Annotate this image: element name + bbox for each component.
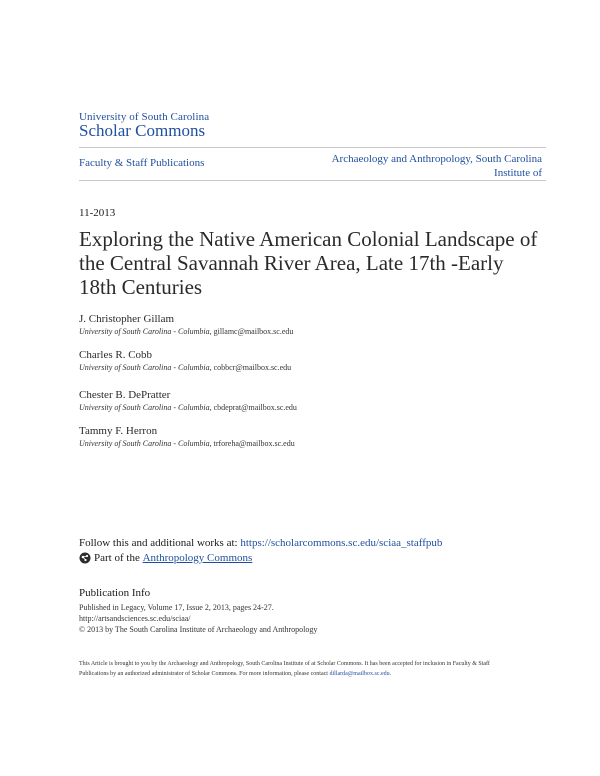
part-of-line: Part of the Anthropology Commons (79, 552, 252, 564)
author-name: Chester B. DePratter (79, 389, 171, 401)
network-icon (79, 552, 91, 564)
author-affiliation: University of South Carolina - Columbia, gillamc@mailbox.sc.edu (79, 327, 294, 336)
author-affiliation: University of South Carolina - Columbia, trforeha@mailbox.sc.edu (79, 439, 295, 448)
series-link-faculty[interactable]: Faculty & Staff Publications (79, 157, 205, 169)
document-title: Exploring the Native American Colonial Landscape of the Central Savannah River Area, Late 17th -Early 18th Centuries (79, 227, 538, 299)
author-affiliation: University of South Carolina - Columbia, cbdeprat@mailbox.sc.edu (79, 403, 297, 412)
collection-url-link[interactable]: https://scholarcommons.sc.edu/sciaa_staffpub (240, 537, 443, 549)
publication-citation: Published in Legacy, Volume 17, Issue 2, 2013, pages 24-27. (79, 603, 274, 612)
author-name: Charles R. Cobb (79, 349, 153, 361)
follow-line: Follow this and additional works at: https://scholarcommons.sc.edu/sciaa_staffpub (79, 537, 443, 549)
publication-date: 11-2013 (79, 207, 116, 219)
author-affiliation: University of South Carolina - Columbia, cobbcr@mailbox.sc.edu (79, 363, 292, 372)
author-block (79, 349, 499, 372)
publication-url-link[interactable]: http://artsandsciences.sc.edu/sciaa/ (79, 614, 191, 623)
institution-link[interactable]: University of South Carolina (79, 111, 210, 123)
author-block (79, 425, 499, 448)
repository-link[interactable]: Scholar Commons (79, 121, 206, 140)
author-name: Tammy F. Herron (79, 425, 158, 437)
author-name: J. Christopher Gillam (79, 313, 175, 325)
anthropology-commons-link[interactable]: Anthropology Commons (142, 552, 253, 564)
series-link-institute[interactable]: Archaeology and Anthropology, South Carolina Institute of (331, 153, 542, 179)
footer-notice: This Article is brought to you by the Archaeology and Anthropology, South Carolina Institute of at Scholar Commons. It has been accepted for inclusion in Faculty & Staff Publications by an authorized administrator of Scholar Commons. For more information, please contact dillarda@mailbox.sc.edu. (79, 661, 490, 677)
publication-copyright: © 2013 by The South Carolina Institute of Archaeology and Anthropology (79, 625, 318, 634)
divider-top (79, 147, 546, 148)
author-block (79, 313, 499, 336)
publication-info-heading: Publication Info (79, 587, 151, 599)
author-block (79, 389, 499, 412)
contact-email-link[interactable]: dillarda@mailbox.sc.edu (329, 671, 390, 677)
divider-bottom (79, 180, 546, 181)
